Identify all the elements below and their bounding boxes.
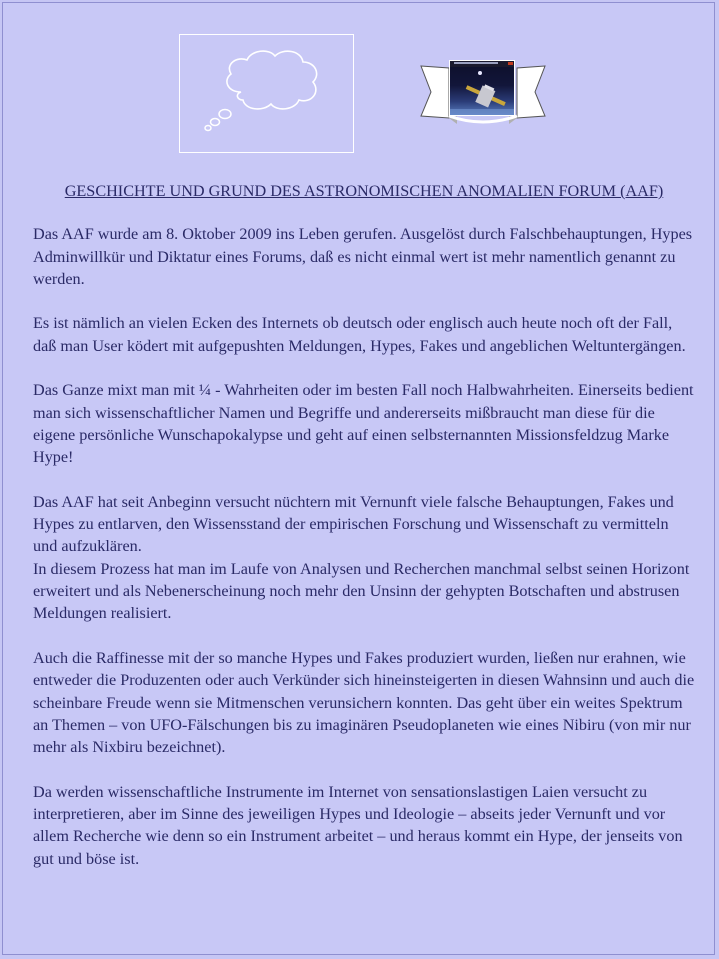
space-telescope-banner xyxy=(417,58,549,128)
paragraph-internet: Es ist nämlich an vielen Ecken des Internets ob deutsch oder englisch auch heute noch oft der Fall, daß man User ködert mit aufgepushten Meldungen, Hypes, Fakes und angeblichen Weltuntergängen. xyxy=(33,314,686,355)
paragraph-instruments: Da werden wissenschaftliche Instrumente im Internet von sensationslastigen Laien versucht zu interpretieren, aber im Sinne des jeweiligen Hypes und Ideologie – abseits jeder Vernunft und vor allem Recherche wie denn so ein Instrument arbeitet – und heraus kommt ein Hype, der jenseits von gut und böse ist. xyxy=(33,782,683,868)
article xyxy=(33,180,695,870)
thought-bubble-frame xyxy=(179,34,354,153)
thought-bubble-icon xyxy=(179,34,354,153)
paragraph-process: In diesem Prozess hat man im Laufe von Analysen und Recherchen manchmal selbst seinen Horizont erweitert und als Nebenerscheinung noch mehr den Unsinn der gehypten Botschaften und abstrusen Meldungen realisiert. xyxy=(33,559,690,623)
hubble-telescope-photo xyxy=(449,60,515,116)
paragraph-founding: Das AAF wurde am 8. Oktober 2009 ins Leben gerufen. Ausgelöst durch Falschbehauptungen, Hypes Adminwillkür und Diktatur eines Forums, daß es nicht einmal wert ist mehr namentlich genannt zu werden. xyxy=(33,225,693,288)
paragraph-half-truths: Das Ganze mixt man mit ¼ - Wahrheiten oder im besten Fall noch Halbwahrheiten. Einerseits bedient man sich wissenschaftlicher Namen und Begriffe und andererseits mißbraucht man diese für die eigene persönliche Wunschapokalypse und geht auf einen selbsternannten Missionsfeldzug Marke Hype! xyxy=(33,381,694,467)
paragraph-mission: Das AAF hat seit Anbeginn versucht nüchtern mit Vernunft viele falsche Behauptungen, Fakes und Hypes zu entlarven, den Wissensstand der empirischen Forschung und Wissenschaft zu vermitteln und aufzuklären. xyxy=(33,492,674,556)
paragraph-raffinesse: Auch die Raffinesse mit der so manche Hypes und Fakes produziert wurden, ließen nur erahnen, wie entweder die Produzenten oder auch Verkünder sich hineinsteigerten in diesen Wahnsinn und auch die scheinbare Freude wenn sie Mitmenschen verunsichern konnten. Das geht über ein weites Spektrum an Themen – von UFO-Fälschungen bis zu imaginären Pseudoplaneten wie eines Nibiru (von mir nur mehr als Nixbiru bezeichnet). xyxy=(33,648,695,757)
article-title: GESCHICHTE UND GRUND DES ASTRONOMISCHEN ANOMALIEN FORUM (AAF) xyxy=(64,182,664,200)
